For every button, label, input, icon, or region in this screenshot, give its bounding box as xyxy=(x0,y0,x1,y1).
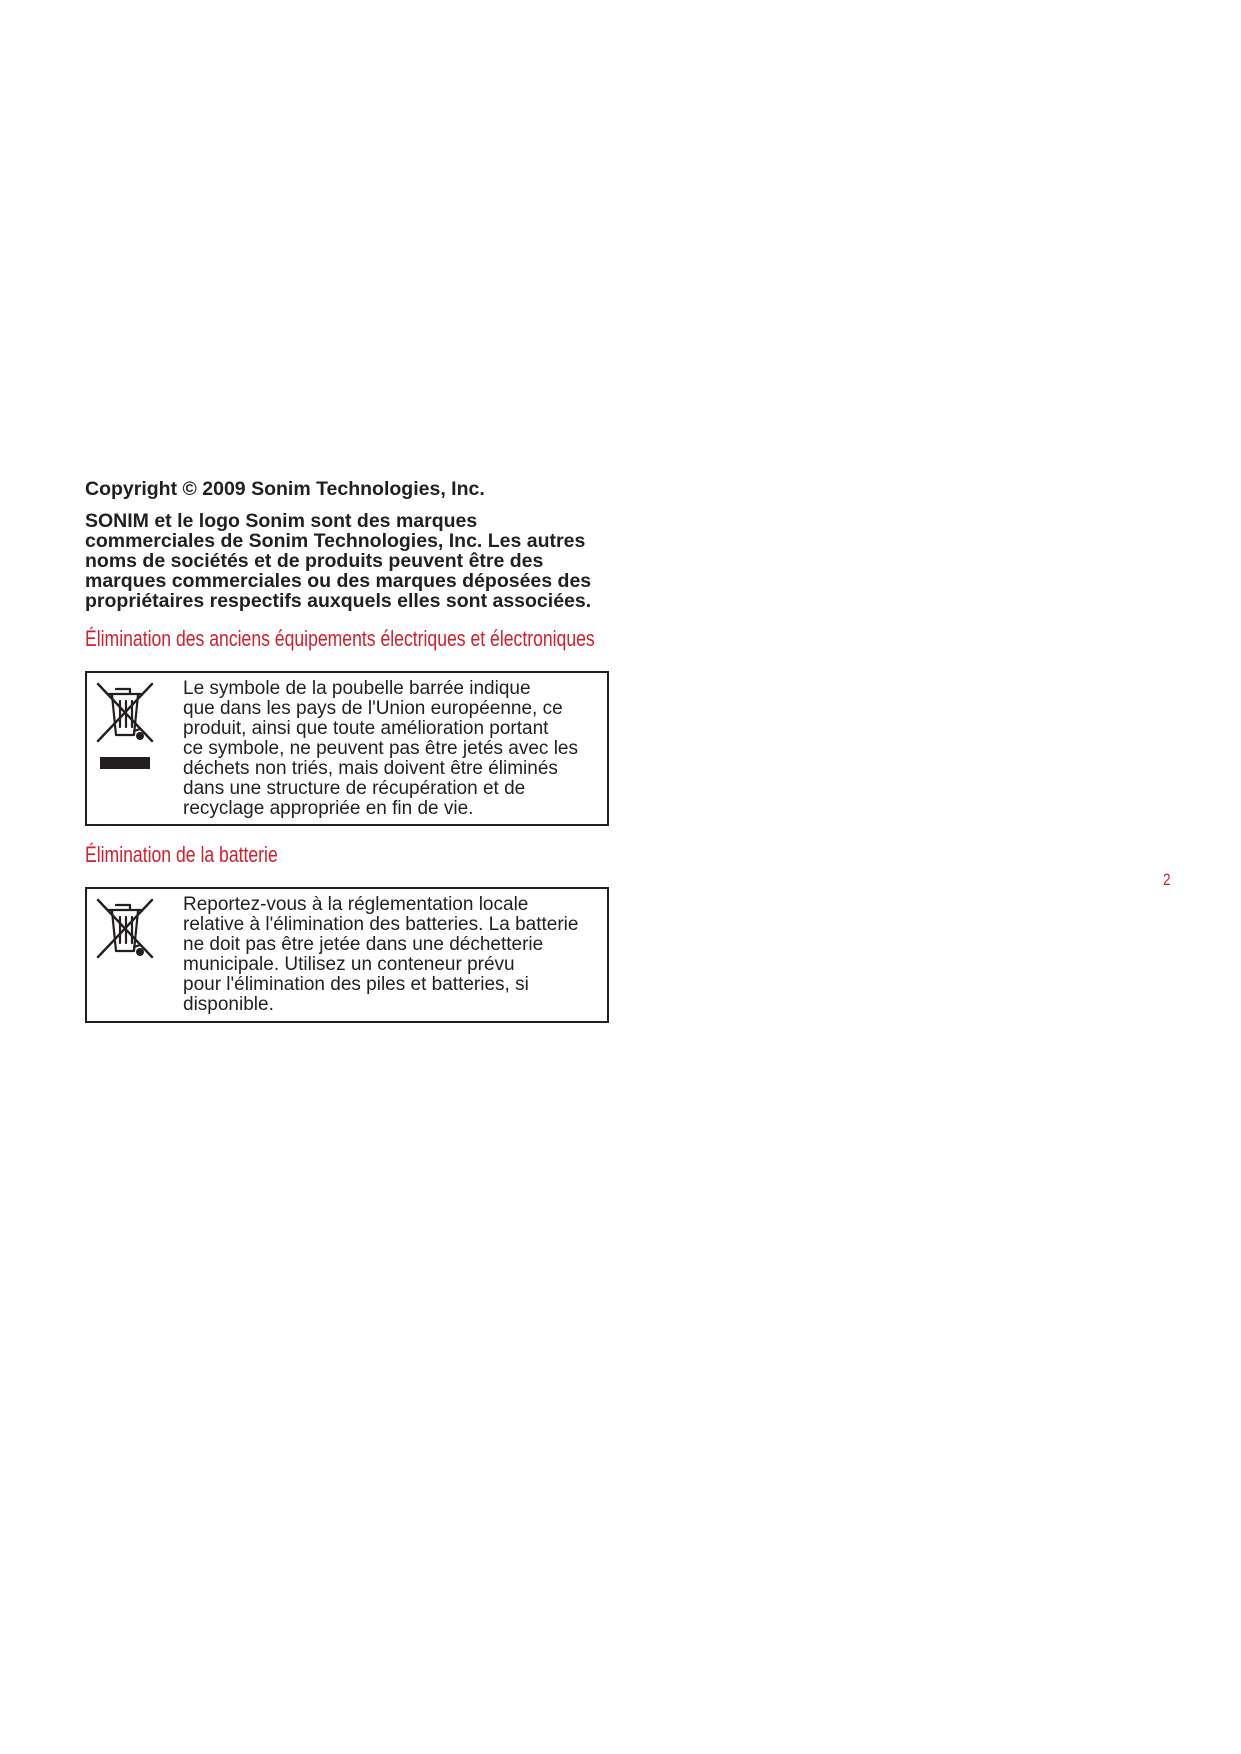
battery-notice-line: ne doit pas être jetée dans une déchetterie xyxy=(183,934,544,955)
crossed-out-wheelie-bin-icon xyxy=(95,897,157,963)
crossed-out-wheelie-bin-icon xyxy=(95,681,157,747)
trademark-line: commerciales de Sonim Technologies, Inc. Les autres xyxy=(85,530,586,552)
battery-notice-line: municipale. Utilisez un conteneur prévu xyxy=(183,954,515,975)
battery-notice-text xyxy=(183,895,601,1015)
weee-disposal-heading: Élimination des anciens équipements électriques et électroniques xyxy=(85,626,595,651)
weee-notice-line: Le symbole de la poubelle barrée indique xyxy=(183,678,531,699)
battery-disposal-heading: Élimination de la batterie xyxy=(85,842,278,867)
weee-notice-line: déchets non triés, mais doivent être éliminés xyxy=(183,758,558,779)
weee-notice-line: dans une structure de récupération et de xyxy=(183,778,526,799)
battery-notice-line: relative à l'élimination des batteries. La batterie xyxy=(183,914,579,935)
trademark-line: marques commerciales ou des marques déposées des xyxy=(85,570,592,592)
battery-notice-box xyxy=(85,887,609,1023)
weee-notice-line: que dans les pays de l'Union européenne, ce xyxy=(183,698,563,719)
page-number: 2 xyxy=(1163,870,1171,889)
weee-notice-line: recyclage appropriée en fin de vie. xyxy=(183,798,474,819)
copyright-notice: Copyright © 2009 Sonim Technologies, Inc. xyxy=(85,478,485,500)
battery-notice-line: pour l'élimination des piles et batteries, si xyxy=(183,974,529,995)
weee-notice-line: ce symbole, ne peuvent pas être jetés avec les xyxy=(183,738,579,759)
battery-notice-line: disponible. xyxy=(183,994,274,1015)
separate-collection-bar xyxy=(100,757,150,769)
trademark-line: noms de sociétés et de produits peuvent être des xyxy=(85,550,544,572)
weee-notice-text xyxy=(183,679,601,819)
trademark-notice xyxy=(85,511,625,611)
weee-notice-box xyxy=(85,671,609,826)
trademark-line: propriétaires respectifs auxquels elles sont associées. xyxy=(85,590,592,612)
trademark-line: SONIM et le logo Sonim sont des marques xyxy=(85,510,478,532)
battery-notice-line: Reportez-vous à la réglementation locale xyxy=(183,894,529,915)
weee-notice-line: produit, ainsi que toute amélioration portant xyxy=(183,718,549,739)
